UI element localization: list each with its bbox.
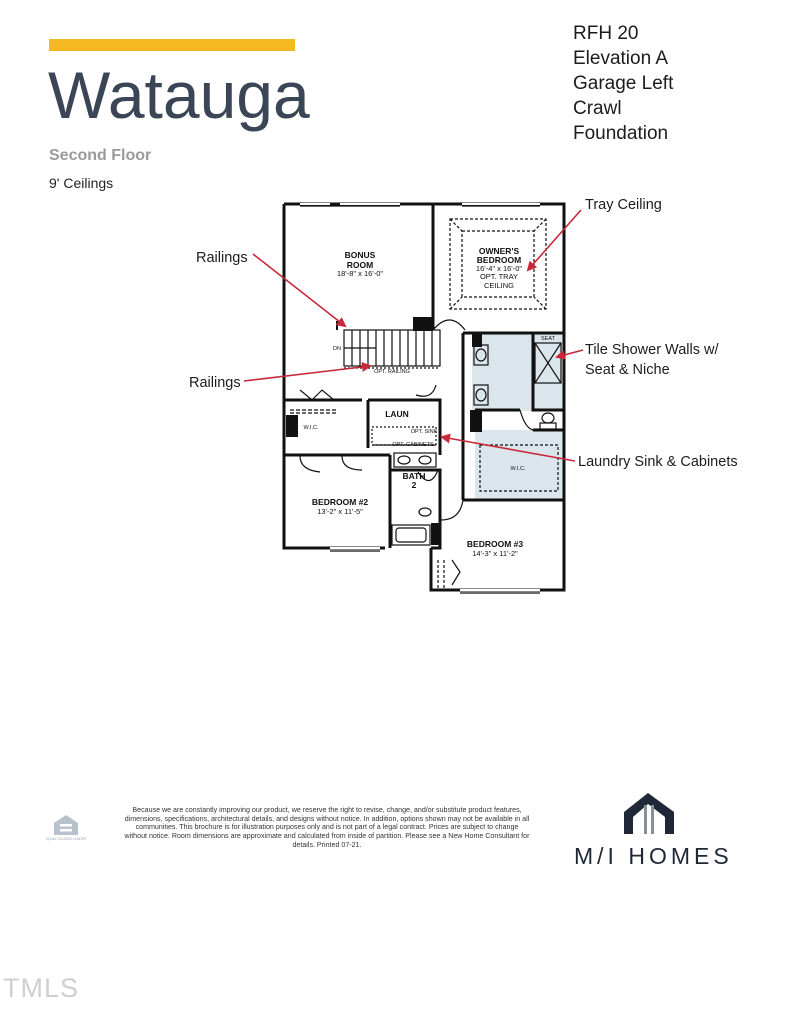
bonus-room-dims: 18'-8" x 16'-0"	[336, 269, 384, 278]
ceiling-note: 9' Ceilings	[49, 175, 114, 191]
callout-tile-shower-line2: Seat & Niche	[585, 362, 670, 378]
bonus-room-name: BONUS	[344, 250, 376, 260]
opt-railing-label: OPT. RAILING	[374, 369, 410, 375]
wic-left-label: W.I.C.	[303, 425, 319, 431]
owners-bedroom-opt2: CEILING	[483, 281, 515, 290]
owners-bedroom-dims: 16'-4" x 16'-0"	[475, 264, 523, 273]
column-block	[472, 333, 482, 347]
elevation-line-plan-code: RFH 20	[573, 23, 639, 44]
owner-wic-fill	[475, 430, 563, 500]
callout-railings-bottom: Railings	[189, 375, 241, 391]
owners-bedroom-name2: BEDROOM	[476, 255, 522, 265]
equal-housing-text: EQUAL HOUSING LENDER	[45, 837, 87, 841]
bedroom2-dims: 13'-2" x 11'-5"	[317, 507, 363, 516]
opt-sink-label: OPT. SINK	[410, 429, 438, 435]
callout-tile-shower-line1: Tile Shower Walls w/	[585, 342, 719, 358]
bath2-num: 2	[411, 480, 417, 490]
legal-disclaimer: Because we are constantly improving our product, we reserve the right to revise, change, and/or substitute product features, dimensions, specifications, architectural details, and designs without notice. In addition, options shown may not be available in all communities. This brochure is for illustration purposes only and is not part of a legal contract. Prices are subject to change without notice. Room dimensions are approximate and calculated from inside of partition. Please see a New Home Consultant for details. Printed 07-21.	[124, 806, 530, 849]
floor-label: Second Floor	[49, 147, 152, 164]
callout-railings-top: Railings	[196, 250, 248, 266]
mls-watermark: TMLS	[3, 973, 80, 1003]
bath2-name: BATH	[402, 471, 426, 481]
callout-tray-ceiling: Tray Ceiling	[585, 197, 662, 213]
equal-housing-logo	[46, 815, 87, 841]
wic-owner-label: W.I.C.	[510, 466, 526, 472]
bedroom3-dims: 14'-3" x 11'-2"	[472, 549, 518, 558]
down-label: DN	[333, 346, 341, 352]
laun-label: LAUN	[385, 409, 409, 419]
owners-bedroom-name: OWNER'S	[478, 246, 520, 256]
bonus-room-name2: ROOM	[346, 260, 374, 270]
elevation-line-garage: Garage Left	[573, 73, 674, 94]
elevation-line-elevation: Elevation A	[573, 48, 669, 69]
arrow-railings-bottom	[244, 366, 370, 381]
seat-label: SEAT	[541, 336, 555, 342]
column-block	[413, 317, 433, 331]
arrow-railings-top	[253, 254, 345, 326]
elevation-line-crawl: Crawl	[573, 98, 622, 119]
owners-bedroom-opt1: OPT. TRAY	[479, 272, 519, 281]
plan-title: Watauga	[48, 58, 310, 132]
column-block	[286, 415, 298, 437]
brand-logo-mark	[624, 793, 674, 834]
elevation-line-foundation: Foundation	[573, 123, 669, 144]
column-block	[431, 523, 441, 545]
opt-cabinets-label: OPT. CABINETS	[392, 442, 434, 448]
callout-laundry: Laundry Sink & Cabinets	[578, 454, 738, 470]
brand-name: M/I HOMES	[574, 843, 733, 869]
column-block	[470, 410, 482, 432]
bedroom3-name: BEDROOM #3	[466, 539, 524, 549]
bedroom2-name: BEDROOM #2	[311, 497, 369, 507]
